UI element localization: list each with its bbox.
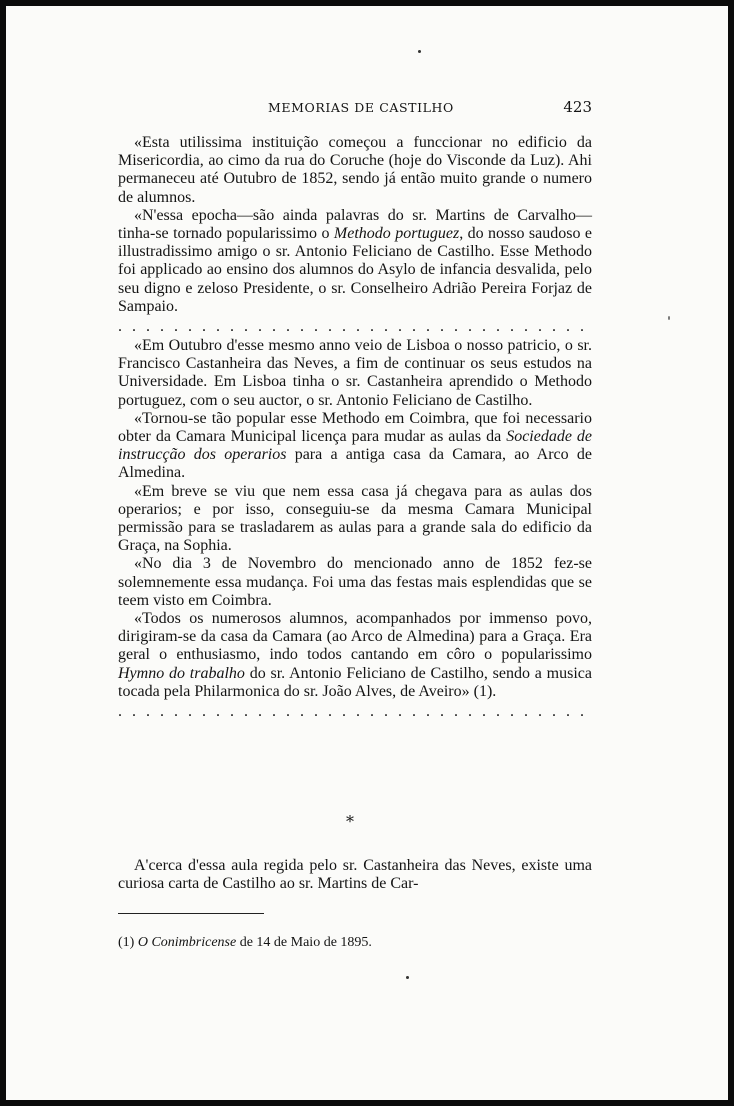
running-title: MEMORIAS DE CASTILHO — [268, 100, 454, 115]
paragraph: «Em breve se viu que nem essa casa já chegava para as aulas dos operarios; e por isso, conseguiu-se da mesma Camara Municipal permissão para se trasladarem as aulas para a grande sala do edificio da Graça, na Sophia. — [118, 482, 592, 555]
paragraph: A'cerca d'essa aula regida pelo sr. Castanheira das Neves, existe uma curiosa carta de Castilho ao sr. Martins de Car- — [118, 857, 592, 893]
page-number: 423 — [563, 98, 592, 116]
main-text — [118, 134, 592, 722]
scan-speck — [406, 976, 409, 979]
closing-text — [118, 857, 592, 893]
ellipsis-divider — [118, 703, 592, 721]
paragraph: «Tornou-se tão popular esse Methodo em Coimbra, que foi necessario obter da Camara Municipal licença para mudar as aulas da Sociedade de instrucção dos operarios para a antiga casa da Camara, ao Arco de Almedina. — [118, 409, 593, 482]
paragraph: «No dia 3 de Novembro do mencionado anno de 1852 fez-se solemnemente essa mudança. Foi uma das festas mais esplendidas que se teem visto em Coimbra. — [118, 555, 592, 609]
paragraph: «Todos os numerosos alumnos, acompanhados por immenso povo, dirigiram-se da casa da Camara (ao Arco de Almedina) para a Graça. Era geral o enthusiasmo, indo todos cantando em côro o popularissimo Hymno do trabalho do sr. Antonio Feliciano de Castilho, sendo a musica tocada pela Philarmonica do sr. João Alves, de Aveiro» (1). — [118, 610, 593, 700]
footnote: (1) O Conimbricense de 14 de Maio de 1895. — [118, 935, 372, 950]
page-header — [118, 98, 592, 120]
paragraph: «Em Outubro d'esse mesmo anno veio de Lisboa o nosso patricio, o sr. Francisco Castanheira das Neves, a fim de continuar os seus estudos na Universidade. Em Lisboa tinha o sr. Castanheira aprendido o Methodo portuguez, com o seu auctor, o sr. Antonio Feliciano de Castilho. — [118, 337, 592, 409]
scan-speck — [418, 50, 421, 53]
paragraph: «N'essa epocha—são ainda palavras do sr. Martins de Carvalho—tinha-se tornado popularissimo o Methodo portuguez, do nosso saudoso e illustradissimo amigo o sr. Antonio Feliciano de Castilho. Esse Methodo foi applicado ao ensino dos alumnos do Asylo de infancia desvalida, pelo seu digno e zeloso Presidente, o sr. Conselheiro Adrião Pereira Forjaz de Sampaio. — [118, 206, 593, 315]
paragraph: «Esta utilissima instituição começou a funccionar no edificio da Misericordia, ao cimo da rua do Coruche (hoje do Visconde da Luz). Ahi permaneceu até Outubro de 1852, sendo já então muito grande o numero de alumnos. — [118, 134, 592, 206]
footnote-rule — [118, 913, 264, 914]
section-asterisk: * — [346, 812, 354, 831]
scan-speck — [668, 316, 670, 320]
ellipsis-divider — [118, 318, 592, 336]
